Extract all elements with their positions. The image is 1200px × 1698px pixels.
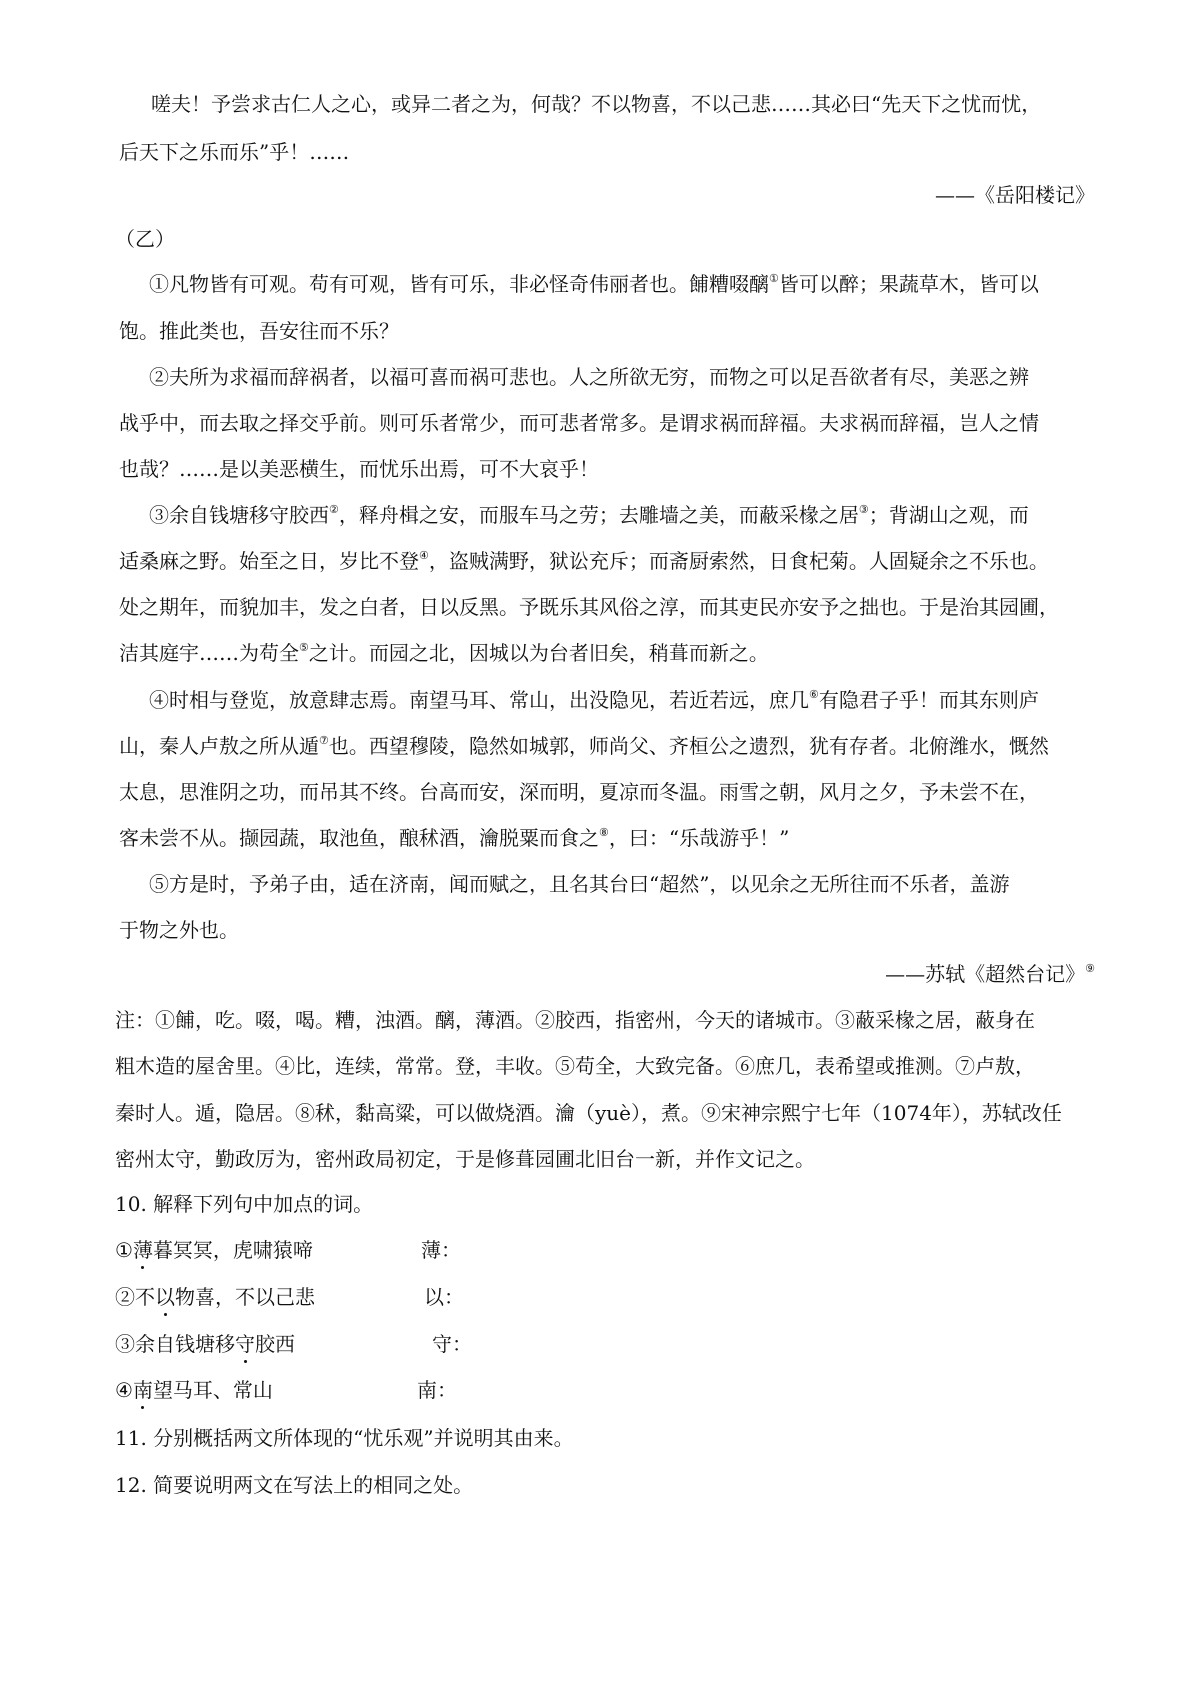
yi-p4-line <box>119 732 1049 760</box>
q10-answer-label <box>424 1283 464 1311</box>
footnote-marker: ③ <box>858 503 869 516</box>
notes-l4: 密州太守，勤政厉为，密州政局初定，于是修葺园圃北旧台一新，并作文记之。 <box>115 1147 815 1171</box>
q10-item <box>115 1376 273 1404</box>
emphasized-word: 南 <box>132 1378 153 1402</box>
yi-p4-line <box>119 778 1039 806</box>
question-12-stem <box>115 1471 473 1499</box>
q10-item-post: 暮冥冥，虎啸猿啼 <box>152 1238 313 1262</box>
jia-text-line <box>119 138 349 166</box>
yi-p5-line <box>149 870 1009 898</box>
emphasized-word: 以 <box>155 1285 175 1309</box>
q10-label-text: 南： <box>417 1378 457 1402</box>
yi-p3-l2a: 适桑麻之野。始至之日，岁比不登 <box>119 549 419 573</box>
q10-item-post: 望马耳、常山 <box>152 1378 273 1402</box>
yi-p3-l1a: ③余自钱塘移守胶西 <box>149 503 329 527</box>
yi-p3-line <box>119 593 1059 621</box>
yi-p4-l4a: 客未尝不从。撷园蔬，取池鱼，酿秫酒，瀹脱粟而食之 <box>119 826 599 850</box>
footnote-marker: ⑨ <box>1085 962 1095 975</box>
yi-p2-line <box>149 363 1029 391</box>
footnote-marker: ④ <box>419 549 429 562</box>
yi-p5-line <box>119 916 239 944</box>
jia-text-line <box>151 90 1041 118</box>
yi-p2-l3: 也哉？……是以美恶横生，而忧乐出焉，可不大哀乎！ <box>119 457 599 481</box>
yi-p3-l3: 处之期年，而貌加丰，发之白者，日以反黑。予既乐其风俗之淳，而其吏民亦安予之拙也。于是治其园圃， <box>119 595 1059 619</box>
yi-p3-l4a: 洁其庭宇……为苟全 <box>119 641 299 665</box>
jia-line-2: 后天下之乐而乐”乎！…… <box>119 140 350 164</box>
yi-p2-line <box>119 409 1039 437</box>
yi-p5-l1: ⑤方是时，予弟子由，适在济南，闻而赋之，且名其台曰“超然”，以见余之无所往而不乐者，盖游 <box>149 872 1010 896</box>
notes-l1: 注：①餔，吃。啜，喝。糟，浊酒。醨，薄酒。②胶西，指密州，今天的诸城市。③蔽采椽之居，蔽身在 <box>115 1008 1035 1032</box>
notes-line <box>115 1145 815 1173</box>
yi-p1-l1a: ①凡物皆有可观。苟有可观，皆有可乐，非必怪奇伟丽者也。餔糟啜醨 <box>149 272 769 296</box>
q10-answer-label <box>421 1236 461 1264</box>
yi-p5-l2: 于物之外也。 <box>119 918 239 942</box>
footnote-marker: ② <box>329 503 339 516</box>
yi-label-text: （乙） <box>115 227 175 251</box>
yi-p4-l1b: 有隐君子乎！而其东则庐 <box>818 688 1039 712</box>
yi-p2-l2: 战乎中，而去取之择交乎前。则可乐者常少，而可悲者常多。是谓求祸而辞福。夫求祸而辞福，岂人之情 <box>119 411 1039 435</box>
question-11-stem <box>115 1424 574 1452</box>
yi-p4-l1a: ④时相与登览，放意肆志焉。南望马耳、常山，出没隐见，若近若远，庶几 <box>149 688 809 712</box>
q10-label-text: 以： <box>424 1285 464 1309</box>
q10-item <box>115 1330 295 1358</box>
q10-stem-text: 10. 解释下列句中加点的词。 <box>115 1192 374 1216</box>
yi-p1-l1b: 皆可以醉；果蔬草木，皆可以 <box>778 272 1039 296</box>
q10-label-text: 守： <box>432 1332 472 1356</box>
yi-p1-l2: 饱。推此类也，吾安往而不乐？ <box>119 319 399 343</box>
yi-p3-line <box>119 639 769 667</box>
yi-p2-line <box>119 455 599 483</box>
notes-line <box>115 1099 1062 1127</box>
yi-source-text: ——苏轼《超然台记》 <box>885 962 1086 986</box>
q10-item-post: 物喜，不以己悲 <box>175 1285 315 1309</box>
yi-p3-l4b: 之计。而园之北，因城以为台者旧矣，稍葺而新之。 <box>308 641 769 665</box>
jia-source-text: ——《岳阳楼记》 <box>935 183 1095 207</box>
yi-label <box>115 225 175 253</box>
yi-p4-l2b: 也。西望穆陵，隐然如城郭，师尚父、齐桓公之遗烈，犹有存者。北俯潍水，慨然 <box>328 734 1049 758</box>
q10-label-text: 薄： <box>421 1238 461 1262</box>
question-10-stem <box>115 1190 373 1218</box>
yi-p4-line <box>119 824 789 852</box>
q10-item-pre: ③余自钱塘移 <box>115 1332 235 1356</box>
q11-stem-text: 11. 分别概括两文所体现的“忧乐观”并说明其由来。 <box>115 1426 574 1450</box>
footnote-marker: ⑧ <box>599 826 609 839</box>
yi-p3-l1b: ，释舟楫之安，而服车马之劳；去雕墙之美，而蔽采椽之居 <box>338 503 859 527</box>
q10-item <box>115 1236 313 1264</box>
notes-l3: 秦时人。遁，隐居。⑧秫，黏高粱，可以做烧酒。瀹（yuè），煮。⑨宋神宗熙宁七年（1074年），苏轼改任 <box>115 1101 1062 1125</box>
yi-source <box>885 960 1095 988</box>
yi-p1-line <box>119 317 399 345</box>
yi-p3-line <box>119 547 1049 575</box>
q10-item-pre: ① <box>115 1238 133 1262</box>
yi-p3-l2b: ，盗贼满野，狱讼充斥；而斋厨索然，日食杞菊。人固疑余之不乐也。 <box>428 549 1049 573</box>
yi-p3-l1c: ；背湖山之观，而 <box>868 503 1029 527</box>
yi-p1-line <box>149 270 1039 298</box>
footnote-marker: ⑥ <box>809 688 819 701</box>
q10-item-pre: ②不 <box>115 1285 155 1309</box>
notes-line <box>115 1052 1035 1080</box>
q12-stem-text: 12. 简要说明两文在写法上的相同之处。 <box>115 1473 474 1497</box>
notes-l2: 粗木造的屋舍里。④比，连续，常常。登，丰收。⑤苟全，大致完备。⑥庶几，表希望或推测。⑦卢敖， <box>115 1054 1035 1078</box>
yi-p4-l3: 太息，思淮阴之功，而吊其不终。台高而安，深而明，夏凉而冬温。雨雪之朝，风月之夕，予未尝不在， <box>119 780 1039 804</box>
q10-answer-label <box>432 1330 472 1358</box>
notes-line <box>115 1006 1035 1034</box>
q10-item <box>115 1283 315 1311</box>
footnote-marker: ① <box>769 272 779 285</box>
emphasized-word: 守 <box>235 1332 255 1356</box>
yi-p4-l4b: ，曰：“乐哉游乎！” <box>608 826 790 850</box>
jia-source <box>935 181 1095 209</box>
footnote-marker: ⑦ <box>319 734 329 747</box>
footnote-marker: ⑤ <box>299 641 309 654</box>
yi-p4-l2a: 山，秦人卢敖之所从遁 <box>119 734 319 758</box>
q10-item-pre: ④ <box>115 1378 133 1402</box>
q10-answer-label <box>417 1376 457 1404</box>
jia-line-1: 嗟夫！予尝求古仁人之心，或异二者之为，何哉？不以物喜，不以己悲……其必曰“先天下之忧而忧， <box>151 92 1042 116</box>
emphasized-word: 薄 <box>132 1238 153 1262</box>
yi-p3-line <box>149 501 1029 529</box>
q10-item-post: 胶西 <box>255 1332 295 1356</box>
yi-p2-l1: ②夫所为求福而辞祸者，以福可喜而祸可悲也。人之所欲无穷，而物之可以足吾欲者有尽，美恶之辨 <box>149 365 1029 389</box>
yi-p4-line <box>149 686 1039 714</box>
